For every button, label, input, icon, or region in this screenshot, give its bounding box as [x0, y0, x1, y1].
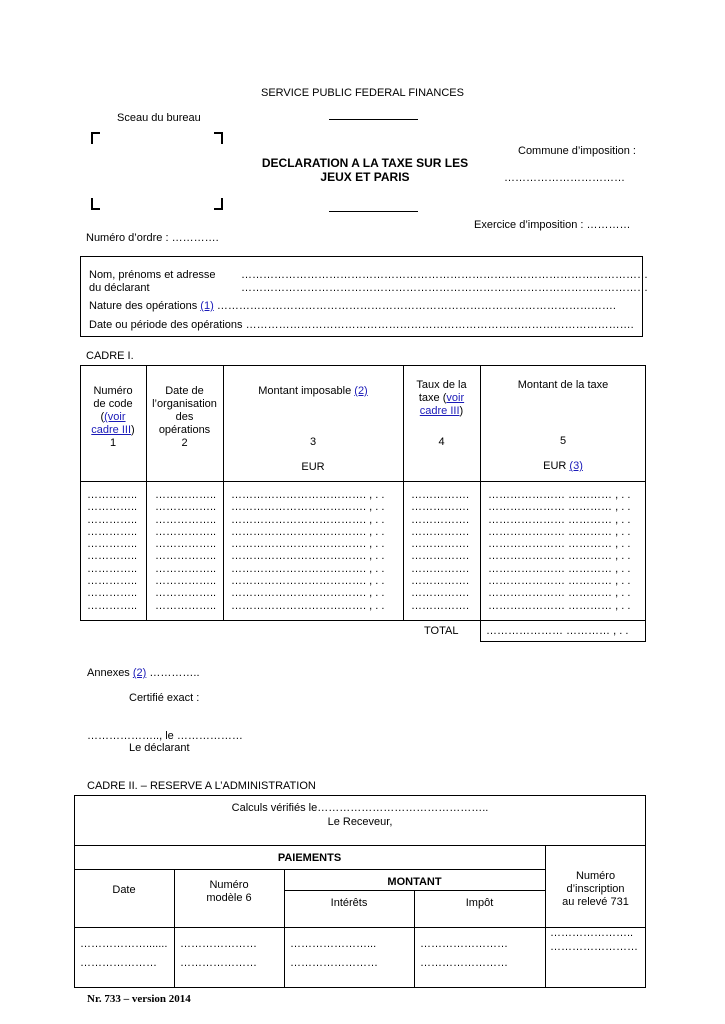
- col4-number: 4: [438, 436, 445, 448]
- paiements-heading: PAIEMENTS: [277, 852, 342, 864]
- entry-field[interactable]: ………………… ………… , . .: [488, 599, 631, 612]
- col4-cadre3-link[interactable]: cadre III: [419, 405, 460, 417]
- column-3-entries: [231, 489, 384, 612]
- lieu-date-field[interactable]: ……………….., le ………………: [87, 730, 243, 742]
- annexes-row: [87, 667, 200, 679]
- entry-field[interactable]: …………….: [411, 538, 470, 551]
- col5-number: 5: [559, 435, 567, 447]
- col2-l2: l’organisation: [152, 398, 217, 410]
- col3-unit: EUR: [301, 461, 325, 473]
- nature-label: Nature des opérations: [89, 300, 198, 312]
- col1-header: Numéro de code ((voir cadre III) 1: [80, 385, 146, 450]
- entry-field[interactable]: ………………… ………… , . .: [488, 513, 631, 526]
- title-rule-bottom: [329, 211, 418, 212]
- inscription-divider: [545, 845, 546, 988]
- modele-heading-2: modèle 6: [206, 892, 252, 904]
- nom-label-2: du déclarant: [89, 282, 150, 294]
- entry-field[interactable]: ………………………………. , . .: [231, 525, 385, 538]
- col1-voir[interactable]: (voir: [104, 411, 126, 423]
- entry-field[interactable]: …………..: [87, 587, 138, 600]
- nom-field-1[interactable]: …………………………………………………………………………………………………: [241, 269, 648, 281]
- entry-field[interactable]: …………..: [87, 562, 138, 575]
- entry-field[interactable]: …………..: [87, 575, 138, 588]
- entry-field[interactable]: ……………..: [155, 599, 217, 612]
- entry-field[interactable]: ………………………………. , . .: [231, 562, 385, 575]
- entry-field[interactable]: …………….: [411, 501, 470, 514]
- entry-field[interactable]: ………………… ………… , . .: [488, 550, 631, 563]
- form-version: Nr. 733 – version 2014: [87, 993, 191, 1005]
- entry-field[interactable]: ………………………………. , . .: [231, 513, 385, 526]
- exercice-field[interactable]: Exercice d’imposition : …………: [474, 219, 631, 231]
- col5-footnote-link[interactable]: (3): [569, 460, 583, 472]
- entry-field[interactable]: ………………… ………… , . .: [488, 587, 631, 600]
- column-5-entries: [488, 489, 630, 612]
- entry-field[interactable]: ………………………………. , . .: [231, 599, 385, 612]
- total-bottom: [480, 641, 646, 642]
- inscription-field-1[interactable]: …………………..: [550, 927, 634, 939]
- total-label: TOTAL: [424, 625, 459, 637]
- annexes-footnote-link[interactable]: (2): [132, 667, 147, 679]
- entry-field[interactable]: ……………..: [155, 575, 217, 588]
- receveur-label: Le Receveur,: [327, 816, 393, 828]
- title-rule-top: [329, 119, 418, 120]
- paiement-modele-field-1[interactable]: …………………: [180, 938, 257, 950]
- paiement-interets-field-2[interactable]: ……………………: [290, 957, 378, 969]
- numero-ordre-field[interactable]: Numéro d’ordre : ………….: [86, 232, 219, 244]
- entry-field[interactable]: ……………..: [155, 513, 217, 526]
- sceau-label: Sceau du bureau: [117, 112, 201, 124]
- paiements-sub-line: [74, 869, 545, 870]
- paiement-impot-field-2[interactable]: ……………………: [420, 957, 508, 969]
- entry-field[interactable]: ……………..: [155, 538, 217, 551]
- date-heading: Date: [112, 884, 136, 896]
- certifie-label: Certifié exact :: [129, 692, 200, 704]
- paiement-interets-field-1[interactable]: …………………...: [290, 938, 377, 950]
- inscription-heading-3: au relevé 731: [562, 896, 629, 908]
- declarant-signature-label: Le déclarant: [129, 742, 190, 754]
- paiement-date-field-2[interactable]: …………………: [80, 957, 157, 969]
- entry-field[interactable]: …………….: [411, 550, 470, 563]
- col1-cadre3-link[interactable]: cadre III: [91, 424, 132, 436]
- entry-field[interactable]: ……………..: [155, 562, 217, 575]
- seal-corner-top-right: [214, 132, 223, 144]
- col1-l2: de code: [93, 398, 133, 410]
- entry-field[interactable]: ……………..: [155, 550, 217, 563]
- entry-field[interactable]: ………………… ………… , . .: [488, 501, 631, 514]
- nom-field-2[interactable]: …………………………………………………………………………………………………: [241, 282, 648, 294]
- column-2-entries: [155, 489, 216, 612]
- paiement-impot-field-1[interactable]: ……………………: [420, 938, 508, 950]
- nature-footnote-link[interactable]: (1): [200, 300, 214, 312]
- date-field[interactable]: …………………………………………………………………………………………….: [245, 319, 634, 331]
- total-field[interactable]: ………………… ………… , . .: [486, 625, 629, 637]
- cadre1-header-divider: [80, 481, 646, 482]
- interets-heading: Intérêts: [330, 897, 368, 909]
- entry-field[interactable]: ……………..: [155, 525, 217, 538]
- col4-l1: Taux de la: [416, 379, 467, 391]
- inscription-heading-1: Numéro: [575, 870, 616, 882]
- cadre2-title: CADRE II. – RESERVE A L’ADMINISTRATION: [87, 780, 316, 792]
- montant-heading: MONTANT: [387, 876, 442, 888]
- entry-field[interactable]: ………………………………. , . .: [231, 489, 385, 501]
- seal-corner-bottom-right: [214, 198, 223, 210]
- col1-number: 1: [109, 437, 117, 449]
- col4-voir[interactable]: voir: [446, 392, 465, 404]
- col4-paren: ): [459, 405, 464, 417]
- entry-field[interactable]: …………….: [411, 599, 470, 612]
- entry-field[interactable]: …………..: [87, 525, 138, 538]
- entry-field[interactable]: ………………… ………… , . .: [488, 538, 631, 551]
- entry-field[interactable]: ……………..: [155, 587, 217, 600]
- entry-field[interactable]: ………………… ………… , . .: [488, 575, 631, 588]
- col2-number: 2: [181, 437, 188, 449]
- entry-field[interactable]: …………..: [87, 538, 138, 551]
- entry-field[interactable]: ………………… ………… , . .: [488, 562, 631, 575]
- entry-field[interactable]: ………………………………. , . .: [231, 587, 385, 600]
- col5-unit: [480, 460, 646, 473]
- inscription-heading-2: d’inscription: [566, 883, 625, 895]
- col2-header: [146, 385, 223, 450]
- entry-field[interactable]: ……………..: [155, 501, 217, 514]
- entry-field[interactable]: ………………… ………… , . .: [488, 525, 631, 538]
- annexes-label: Annexes: [87, 667, 130, 679]
- col1-l1: Numéro: [93, 385, 133, 397]
- col-divider-2: [223, 365, 224, 621]
- annexes-field[interactable]: …………..: [149, 667, 200, 679]
- entry-field[interactable]: ………………………………. , . .: [231, 550, 385, 563]
- entry-field[interactable]: ………………………………. , . .: [231, 538, 385, 551]
- entry-field[interactable]: ………………… ………… , . .: [488, 489, 631, 501]
- cadre1-title: CADRE I.: [86, 350, 134, 362]
- modele-heading-1: Numéro: [209, 879, 249, 891]
- entry-field[interactable]: …………….: [411, 587, 470, 600]
- column-4-entries: [411, 489, 469, 612]
- entry-field[interactable]: …………….: [411, 489, 470, 501]
- entry-field[interactable]: …………….: [411, 525, 470, 538]
- seal-corner-bottom-left: [91, 198, 100, 210]
- nature-row: [89, 300, 616, 312]
- commune-field[interactable]: ……………………………: [504, 172, 625, 184]
- col1-paren: ): [131, 424, 135, 436]
- col2-l4: opérations: [158, 424, 211, 436]
- nature-field[interactable]: ……………………………………………………………………………………………….: [216, 300, 616, 312]
- col3-header: [223, 385, 403, 398]
- entry-field[interactable]: …………….: [411, 562, 470, 575]
- paiements-top-line: [74, 845, 646, 846]
- entry-field[interactable]: ………………………………. , . .: [231, 575, 385, 588]
- date-label: Date ou période des opérations: [89, 319, 243, 331]
- col2-l3: des: [175, 411, 194, 423]
- entry-field[interactable]: …………..: [87, 550, 138, 563]
- col3-footnote-link[interactable]: (2): [354, 385, 368, 397]
- total-right: [645, 621, 646, 641]
- col2-l1: Date de: [165, 385, 204, 397]
- entry-field[interactable]: …………..: [87, 489, 138, 501]
- column-1-entries: [87, 489, 137, 612]
- form-title-line2: JEUX ET PARIS: [320, 170, 410, 184]
- date-row: [89, 319, 634, 331]
- col5-unit-text: EUR: [543, 460, 567, 472]
- paiement-date-field-1[interactable]: ……………….......: [80, 938, 168, 950]
- col4-l2a: taxe (: [418, 392, 447, 404]
- col-divider-4: [480, 365, 481, 641]
- nom-label-1: Nom, prénoms et adresse: [89, 269, 216, 281]
- entry-field[interactable]: …………..: [87, 501, 138, 514]
- col3-number: 3: [309, 436, 317, 448]
- calculs-field[interactable]: Calculs vérifiés le………………………………………..: [231, 802, 489, 814]
- impot-heading: Impôt: [465, 897, 494, 909]
- col5-header: Montant de la taxe: [517, 379, 609, 391]
- entry-field[interactable]: …………..: [87, 513, 138, 526]
- inscription-field-2[interactable]: ……………………: [550, 941, 638, 953]
- entry-field[interactable]: …………….: [411, 575, 470, 588]
- entry-field[interactable]: ……………..: [155, 489, 217, 501]
- entry-field[interactable]: ………………………………. , . .: [231, 501, 385, 514]
- commune-label: Commune d’imposition :: [518, 145, 636, 157]
- form-title-line1: DECLARATION A LA TAXE SUR LES: [261, 156, 469, 170]
- entry-field[interactable]: …………….: [411, 513, 470, 526]
- col3-label: Montant imposable: [258, 385, 352, 397]
- col4-header: [403, 379, 480, 418]
- service-name: SERVICE PUBLIC FEDERAL FINANCES: [261, 87, 464, 99]
- paiement-modele-field-2[interactable]: …………………: [180, 957, 257, 969]
- seal-corner-top-left: [91, 132, 100, 144]
- entry-field[interactable]: …………..: [87, 599, 138, 612]
